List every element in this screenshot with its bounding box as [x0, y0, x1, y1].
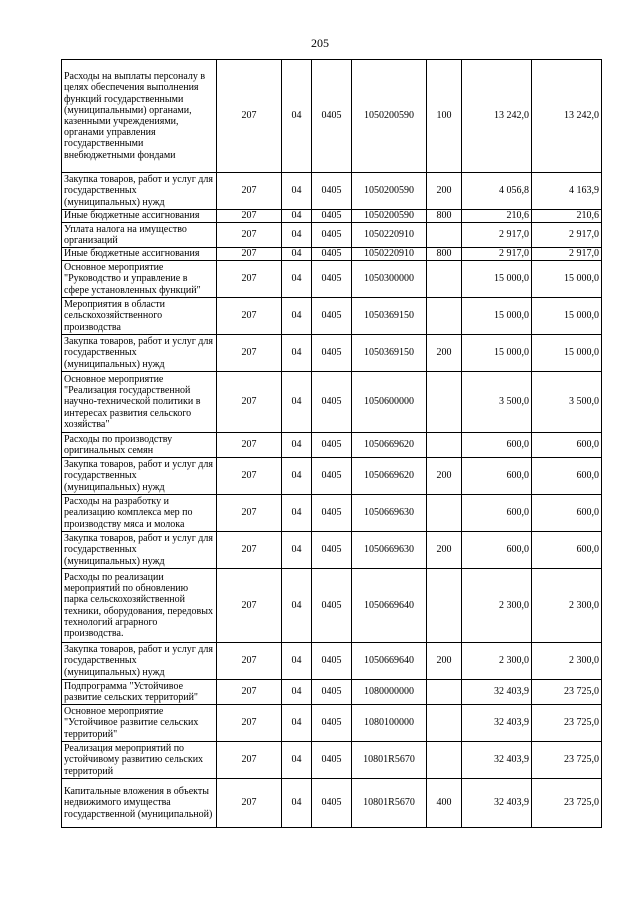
row-amount-2: 210,6: [532, 210, 602, 223]
row-ministry-code: 207: [217, 173, 282, 210]
row-target-article: 1050300000: [352, 261, 427, 298]
row-target-article: 1080000000: [352, 680, 427, 705]
row-subsection-code: 0405: [312, 742, 352, 779]
row-target-article: 1050669640: [352, 569, 427, 643]
row-name: Расходы на выплаты персоналу в целях обеспечения выполнения функций государственными (муниципальными) органами, казенными учреждениями, органами управления государственными внебюджетными фондами: [62, 60, 217, 173]
row-amount-2: 2 300,0: [532, 569, 602, 643]
row-amount-1: 2 917,0: [462, 223, 532, 248]
row-amount-1: 600,0: [462, 433, 532, 458]
row-expense-type: 400: [427, 779, 462, 828]
row-amount-1: 3 500,0: [462, 372, 532, 433]
row-expense-type: [427, 433, 462, 458]
row-name: Мероприятия в области сельскохозяйственного производства: [62, 298, 217, 335]
table-row: [62, 223, 602, 248]
row-name: Закупка товаров, работ и услуг для государственных (муниципальных) нужд: [62, 458, 217, 495]
row-name: Расходы по реализации мероприятий по обновлению парка сельскохозяйственной техники, оборудования, передовых технологий аграрного производства.: [62, 569, 217, 643]
row-section-code: 04: [282, 248, 312, 261]
row-ministry-code: 207: [217, 779, 282, 828]
row-expense-type: 200: [427, 532, 462, 569]
row-amount-2: 23 725,0: [532, 680, 602, 705]
row-name: Основное мероприятие "Руководство и управление в сфере установленных функций": [62, 261, 217, 298]
row-amount-2: 600,0: [532, 495, 602, 532]
row-section-code: 04: [282, 742, 312, 779]
page-number: 205: [311, 36, 329, 50]
row-section-code: 04: [282, 705, 312, 742]
row-amount-2: 23 725,0: [532, 705, 602, 742]
row-ministry-code: 207: [217, 458, 282, 495]
row-amount-2: 600,0: [532, 532, 602, 569]
row-subsection-code: 0405: [312, 210, 352, 223]
row-name: Основное мероприятие "Реализация государственной научно-технической политики в интересах развития сельского хозяйства": [62, 372, 217, 433]
row-section-code: 04: [282, 495, 312, 532]
table-row: [62, 705, 602, 742]
row-expense-type: 800: [427, 210, 462, 223]
row-target-article: 1050220910: [352, 223, 427, 248]
row-name: Основное мероприятие "Устойчивое развитие сельских территорий": [62, 705, 217, 742]
row-name: Закупка товаров, работ и услуг для государственных (муниципальных) нужд: [62, 643, 217, 680]
row-subsection-code: 0405: [312, 433, 352, 458]
row-amount-2: 13 242,0: [532, 60, 602, 173]
row-ministry-code: 207: [217, 298, 282, 335]
row-amount-1: 600,0: [462, 532, 532, 569]
row-target-article: 1050669640: [352, 643, 427, 680]
row-target-article: 10801R5670: [352, 742, 427, 779]
row-ministry-code: 207: [217, 742, 282, 779]
table-row: [62, 173, 602, 210]
row-section-code: 04: [282, 210, 312, 223]
row-expense-type: 800: [427, 248, 462, 261]
row-amount-1: 32 403,9: [462, 742, 532, 779]
row-amount-1: 13 242,0: [462, 60, 532, 173]
row-name: Закупка товаров, работ и услуг для государственных (муниципальных) нужд: [62, 532, 217, 569]
row-section-code: 04: [282, 680, 312, 705]
row-ministry-code: 207: [217, 532, 282, 569]
row-target-article: 1050200590: [352, 60, 427, 173]
row-name: Капитальные вложения в объекты недвижимого имущества государственной (муниципальной): [62, 779, 217, 828]
row-target-article: 1050669630: [352, 495, 427, 532]
row-subsection-code: 0405: [312, 705, 352, 742]
row-amount-1: 32 403,9: [462, 680, 532, 705]
row-expense-type: 200: [427, 335, 462, 372]
row-expense-type: 100: [427, 60, 462, 173]
row-expense-type: 200: [427, 173, 462, 210]
row-target-article: 1050669630: [352, 532, 427, 569]
row-amount-2: 600,0: [532, 458, 602, 495]
row-name: Иные бюджетные ассигнования: [62, 210, 217, 223]
row-amount-2: 15 000,0: [532, 335, 602, 372]
table-row: [62, 643, 602, 680]
row-amount-2: 2 917,0: [532, 223, 602, 248]
row-target-article: 10801R5670: [352, 779, 427, 828]
table-row: [62, 248, 602, 261]
row-subsection-code: 0405: [312, 298, 352, 335]
table-row: [62, 261, 602, 298]
row-amount-1: 15 000,0: [462, 261, 532, 298]
row-expense-type: 200: [427, 643, 462, 680]
row-target-article: 1050669620: [352, 458, 427, 495]
row-section-code: 04: [282, 335, 312, 372]
row-target-article: 1050220910: [352, 248, 427, 261]
row-amount-2: 23 725,0: [532, 779, 602, 828]
row-subsection-code: 0405: [312, 532, 352, 569]
row-expense-type: [427, 298, 462, 335]
table-row: [62, 298, 602, 335]
row-section-code: 04: [282, 372, 312, 433]
row-expense-type: [427, 705, 462, 742]
table-row: [62, 680, 602, 705]
row-subsection-code: 0405: [312, 569, 352, 643]
table-row: [62, 372, 602, 433]
table-row: [62, 742, 602, 779]
row-name: Подпрограмма "Устойчивое развитие сельских территорий": [62, 680, 217, 705]
row-section-code: 04: [282, 298, 312, 335]
row-ministry-code: 207: [217, 643, 282, 680]
table-row: [62, 495, 602, 532]
table-row: [62, 433, 602, 458]
row-section-code: 04: [282, 458, 312, 495]
row-subsection-code: 0405: [312, 335, 352, 372]
row-section-code: 04: [282, 532, 312, 569]
row-expense-type: [427, 223, 462, 248]
row-subsection-code: 0405: [312, 248, 352, 261]
row-amount-1: 2 917,0: [462, 248, 532, 261]
row-ministry-code: 207: [217, 569, 282, 643]
row-ministry-code: 207: [217, 705, 282, 742]
row-amount-2: 2 300,0: [532, 643, 602, 680]
row-subsection-code: 0405: [312, 173, 352, 210]
row-expense-type: [427, 569, 462, 643]
row-target-article: 1050600000: [352, 372, 427, 433]
row-amount-1: 4 056,8: [462, 173, 532, 210]
row-amount-1: 600,0: [462, 495, 532, 532]
row-subsection-code: 0405: [312, 261, 352, 298]
row-amount-2: 600,0: [532, 433, 602, 458]
row-subsection-code: 0405: [312, 458, 352, 495]
row-ministry-code: 207: [217, 210, 282, 223]
row-amount-1: 32 403,9: [462, 779, 532, 828]
row-ministry-code: 207: [217, 680, 282, 705]
row-amount-1: 15 000,0: [462, 335, 532, 372]
row-amount-1: 2 300,0: [462, 643, 532, 680]
row-expense-type: [427, 372, 462, 433]
table-row: [62, 532, 602, 569]
row-amount-2: 15 000,0: [532, 298, 602, 335]
row-amount-1: 32 403,9: [462, 705, 532, 742]
row-amount-1: 210,6: [462, 210, 532, 223]
row-section-code: 04: [282, 779, 312, 828]
table-row: [62, 60, 602, 173]
row-amount-2: 15 000,0: [532, 261, 602, 298]
row-amount-1: 600,0: [462, 458, 532, 495]
row-target-article: 1050200590: [352, 173, 427, 210]
row-ministry-code: 207: [217, 248, 282, 261]
row-subsection-code: 0405: [312, 372, 352, 433]
row-section-code: 04: [282, 173, 312, 210]
row-section-code: 04: [282, 60, 312, 173]
row-subsection-code: 0405: [312, 680, 352, 705]
row-ministry-code: 207: [217, 372, 282, 433]
table-row: [62, 210, 602, 223]
row-target-article: 1050669620: [352, 433, 427, 458]
table-row: [62, 335, 602, 372]
row-section-code: 04: [282, 569, 312, 643]
row-ministry-code: 207: [217, 223, 282, 248]
row-name: Расходы на разработку и реализацию комплекса мер по производству мяса и молока: [62, 495, 217, 532]
row-amount-2: 2 917,0: [532, 248, 602, 261]
row-name: Закупка товаров, работ и услуг для государственных (муниципальных) нужд: [62, 173, 217, 210]
row-section-code: 04: [282, 643, 312, 680]
row-section-code: 04: [282, 433, 312, 458]
row-name: Уплата налога на имущество организаций: [62, 223, 217, 248]
row-ministry-code: 207: [217, 433, 282, 458]
row-expense-type: 200: [427, 458, 462, 495]
row-ministry-code: 207: [217, 261, 282, 298]
row-expense-type: [427, 742, 462, 779]
table-row: [62, 458, 602, 495]
row-target-article: 1080100000: [352, 705, 427, 742]
row-name: Расходы по производству оригинальных семян: [62, 433, 217, 458]
row-target-article: 1050369150: [352, 298, 427, 335]
row-ministry-code: 207: [217, 335, 282, 372]
row-ministry-code: 207: [217, 60, 282, 173]
row-name: Иные бюджетные ассигнования: [62, 248, 217, 261]
table-row: [62, 569, 602, 643]
row-ministry-code: 207: [217, 495, 282, 532]
row-expense-type: [427, 261, 462, 298]
row-name: Закупка товаров, работ и услуг для государственных (муниципальных) нужд: [62, 335, 217, 372]
row-expense-type: [427, 680, 462, 705]
table-row: [62, 779, 602, 828]
budget-table: [61, 59, 602, 828]
budget-table-body: [62, 60, 602, 828]
row-amount-1: 2 300,0: [462, 569, 532, 643]
row-subsection-code: 0405: [312, 779, 352, 828]
row-target-article: 1050200590: [352, 210, 427, 223]
row-amount-2: 4 163,9: [532, 173, 602, 210]
row-amount-1: 15 000,0: [462, 298, 532, 335]
row-amount-2: 3 500,0: [532, 372, 602, 433]
row-subsection-code: 0405: [312, 643, 352, 680]
row-section-code: 04: [282, 223, 312, 248]
row-name: Реализация мероприятий по устойчивому развитию сельских территорий: [62, 742, 217, 779]
row-section-code: 04: [282, 261, 312, 298]
row-target-article: 1050369150: [352, 335, 427, 372]
row-expense-type: [427, 495, 462, 532]
row-subsection-code: 0405: [312, 60, 352, 173]
row-subsection-code: 0405: [312, 223, 352, 248]
row-subsection-code: 0405: [312, 495, 352, 532]
row-amount-2: 23 725,0: [532, 742, 602, 779]
